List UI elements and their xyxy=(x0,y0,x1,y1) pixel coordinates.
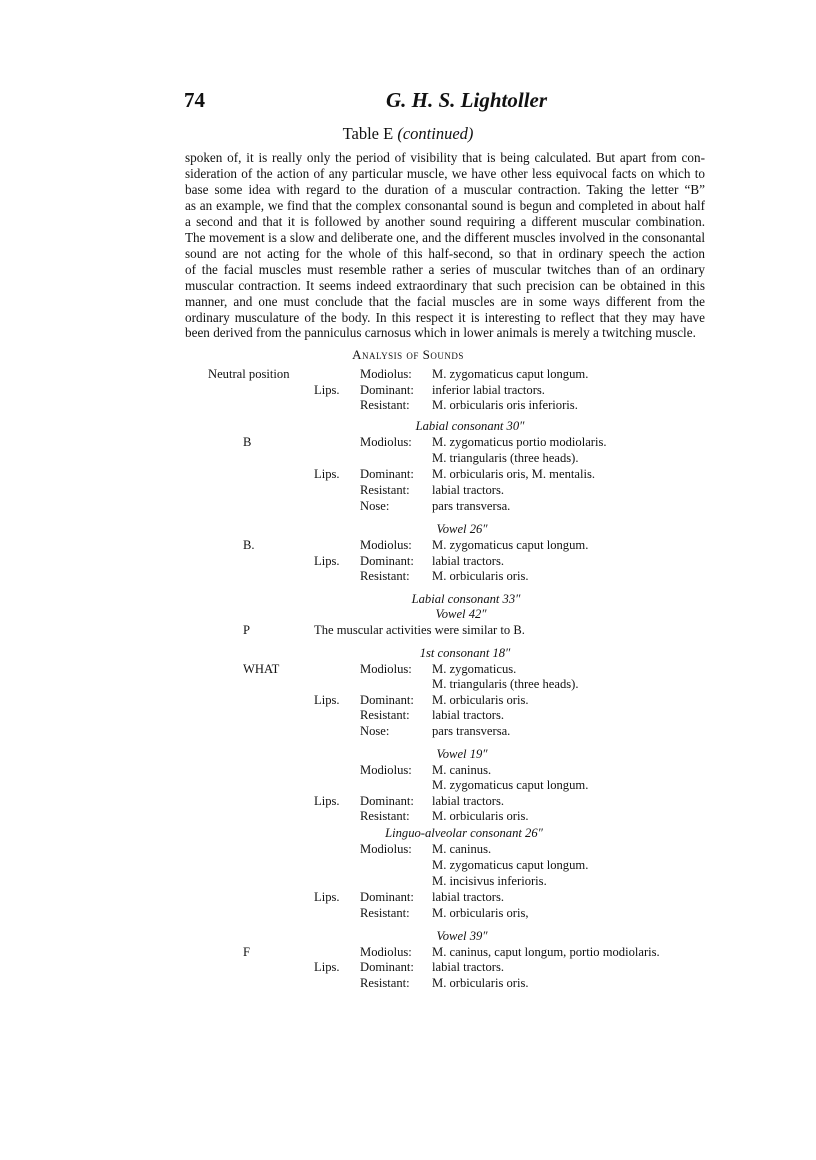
dominant-value: inferior labial tractors. xyxy=(432,383,545,397)
body-line: of the facial muscles must resemble rather a series of muscular twitches than of an ordinary xyxy=(185,261,705,277)
lips-label: Lips. xyxy=(314,794,340,808)
dominant-label: Dominant: xyxy=(360,383,414,397)
nose-label: Nose: xyxy=(360,724,390,738)
subhead-vowel-39: Vowel 39″ xyxy=(436,929,488,943)
subhead-vowel-19: Vowel 19″ xyxy=(436,747,488,761)
table-title-text: Table E xyxy=(342,124,394,143)
dominant-label: Dominant: xyxy=(360,467,414,481)
lips-label: Lips. xyxy=(314,383,340,397)
modiolus-value: M. caninus. xyxy=(432,763,492,777)
modiolus-value: M. zygomaticus caput longum. xyxy=(432,367,589,381)
modiolus-label: Modiolus: xyxy=(360,538,412,552)
resistant-label: Resistant: xyxy=(360,398,410,412)
lips-label: Lips. xyxy=(314,960,340,974)
body-line: sound are not acting for the whole of this half-second, so that in ordinary speech the action xyxy=(185,245,705,261)
lips-label: Lips. xyxy=(314,693,340,707)
modiolus-value: M. zygomaticus. xyxy=(432,662,517,676)
modiolus-value: M. triangularis (three heads). xyxy=(432,451,579,465)
resistant-label: Resistant: xyxy=(360,483,410,497)
modiolus-label: Modiolus: xyxy=(360,763,412,777)
resistant-value: M. orbicularis oris. xyxy=(432,569,529,583)
modiolus-value: M. triangularis (three heads). xyxy=(432,677,579,691)
letter-f: F xyxy=(243,945,251,959)
nose-label: Nose: xyxy=(360,499,390,513)
subhead-linguo-alveolar-26: Linguo-alveolar consonant 26″ xyxy=(385,826,543,840)
body-line: muscular contraction. It seems indeed extraordinary that such precision can be obtained in this xyxy=(185,277,705,293)
body-line: ordinary musculature of the body. In this respect it is interesting to reflect that they may have xyxy=(185,309,705,325)
modiolus-value: M. zygomaticus caput longum. xyxy=(432,538,589,552)
dominant-value: labial tractors. xyxy=(432,890,505,904)
subhead-1st-consonant-18: 1st consonant 18″ xyxy=(419,646,511,660)
letter-b: B xyxy=(243,435,252,449)
dominant-value: labial tractors. xyxy=(432,554,505,568)
nose-value: pars transversa. xyxy=(432,724,511,738)
subhead-vowel-26: Vowel 26″ xyxy=(436,522,488,536)
body-paragraph xyxy=(185,150,705,341)
resistant-label: Resistant: xyxy=(360,809,410,823)
dominant-value: M. orbicularis oris. xyxy=(432,693,529,707)
modiolus-label: Modiolus: xyxy=(360,842,412,856)
subhead-vowel-42: Vowel 42″ xyxy=(435,607,487,621)
lips-label: Lips. xyxy=(314,890,340,904)
body-line: base some idea with regard to the duration of a muscular contraction. Taking the letter “B” xyxy=(185,181,705,197)
modiolus-value: M. caninus, caput longum, portio modiolaris. xyxy=(432,945,660,959)
p-note: The muscular activities were similar to B. xyxy=(314,623,525,637)
page-number: 74 xyxy=(184,88,205,112)
resistant-label: Resistant: xyxy=(360,569,410,583)
subhead-labial-30: Labial consonant 30″ xyxy=(415,419,525,433)
modiolus-label: Modiolus: xyxy=(360,662,412,676)
body-line: a second and that it is followed by another sound requiring a different muscular combination. xyxy=(185,213,705,229)
modiolus-value: M. zygomaticus caput longum. xyxy=(432,858,589,872)
dominant-label: Dominant: xyxy=(360,794,414,808)
running-head: G. H. S. Lightoller xyxy=(386,88,548,112)
letter-p: P xyxy=(243,623,251,637)
modiolus-value: M. caninus. xyxy=(432,842,492,856)
lips-label: Lips. xyxy=(314,467,340,481)
resistant-value: labial tractors. xyxy=(432,483,505,497)
resistant-label: Resistant: xyxy=(360,976,410,990)
nose-value: pars transversa. xyxy=(432,499,511,513)
analysis-heading: Analysis of Sounds xyxy=(352,347,464,362)
body-line: been derived from the panniculus carnosus which in lower animals is merely a twitching muscle. xyxy=(185,325,696,341)
modiolus-label: Modiolus: xyxy=(360,945,412,959)
body-line: The movement is a slow and deliberate one, and the different muscles involved in the consonantal xyxy=(185,229,705,245)
table-title xyxy=(0,124,816,144)
dominant-value: labial tractors. xyxy=(432,960,505,974)
dominant-label: Dominant: xyxy=(360,693,414,707)
dominant-value: M. orbicularis oris, M. mentalis. xyxy=(432,467,595,481)
resistant-value: M. orbicularis oris. xyxy=(432,809,529,823)
body-line: as an example, we find that the complex consonantal sound is begun and completed in about half xyxy=(185,197,705,213)
resistant-value: M. orbicularis oris, xyxy=(432,906,529,920)
resistant-value: M. orbicularis oris. xyxy=(432,976,529,990)
dominant-value: labial tractors. xyxy=(432,794,505,808)
modiolus-label: Modiolus: xyxy=(360,367,412,381)
modiolus-value: M. zygomaticus portio modiolaris. xyxy=(432,435,607,449)
resistant-label: Resistant: xyxy=(360,906,410,920)
body-line: spoken of, it is really only the period of visibility that is being calculated. But apart from con- xyxy=(185,150,705,165)
letter-what: WHAT xyxy=(243,662,280,676)
body-line: manner, and one must conclude that the facial muscles are in some ways different from the xyxy=(185,293,705,309)
letter-neutral: Neutral position xyxy=(208,367,290,381)
letter-b-vowel: B. xyxy=(243,538,255,552)
resistant-value: labial tractors. xyxy=(432,708,505,722)
dominant-label: Dominant: xyxy=(360,554,414,568)
modiolus-value: M. incisivus inferioris. xyxy=(432,874,547,888)
body-line: sideration of the action of any particular muscle, we have other less equivocal facts on which to xyxy=(185,165,705,181)
dominant-label: Dominant: xyxy=(360,960,414,974)
modiolus-value: M. zygomaticus caput longum. xyxy=(432,778,589,792)
resistant-value: M. orbicularis oris inferioris. xyxy=(432,398,578,412)
modiolus-label: Modiolus: xyxy=(360,435,412,449)
resistant-label: Resistant: xyxy=(360,708,410,722)
table-title-suffix: (continued) xyxy=(397,124,474,143)
subhead-labial-33: Labial consonant 33″ xyxy=(411,592,521,606)
dominant-label: Dominant: xyxy=(360,890,414,904)
lips-label: Lips. xyxy=(314,554,340,568)
